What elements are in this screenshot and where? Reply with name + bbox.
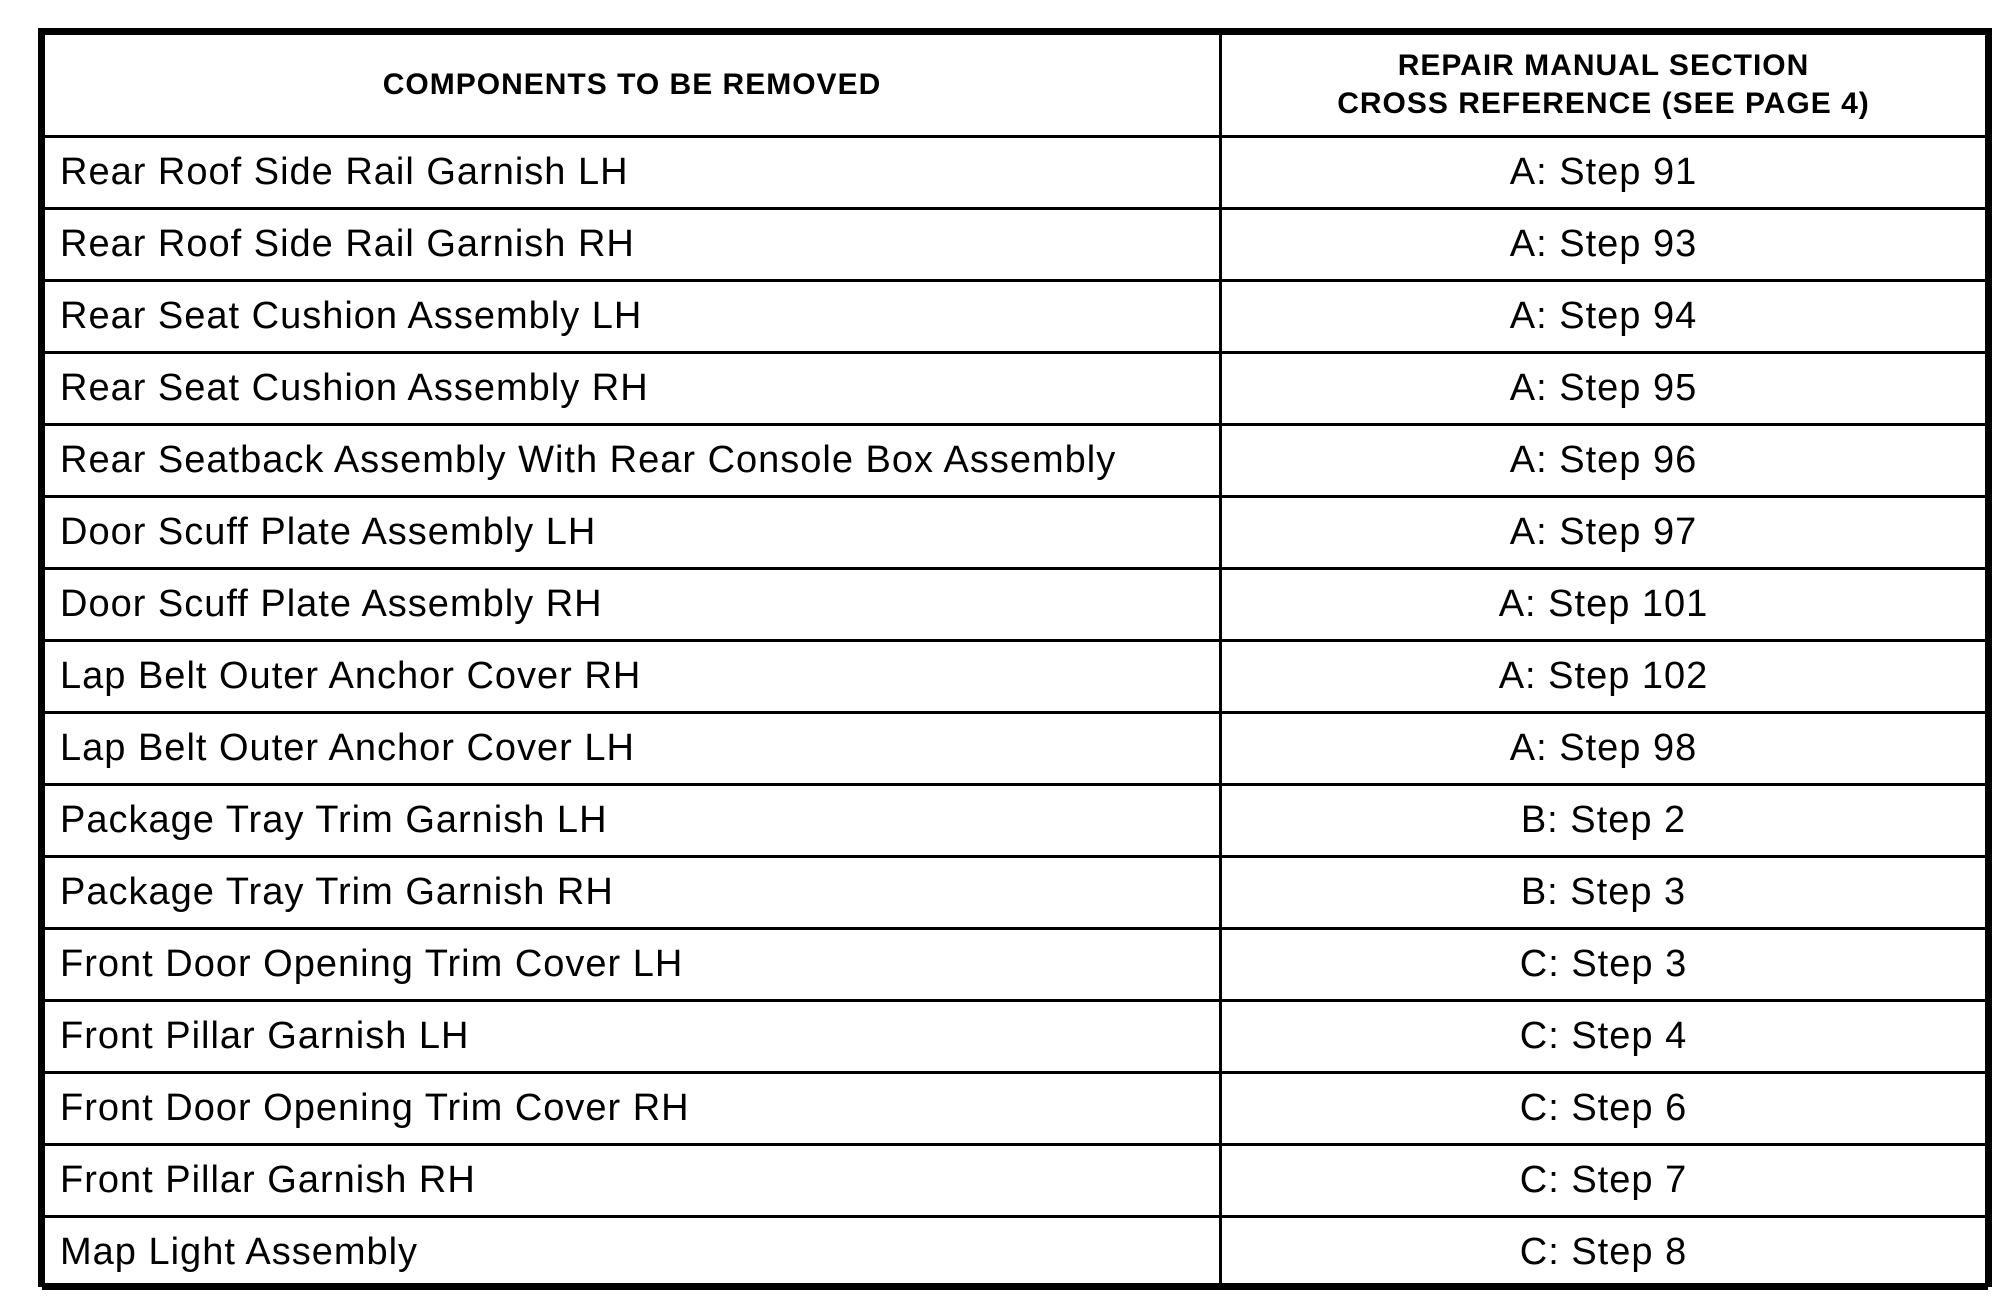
reference-cell: C: Step 3 [1221,929,1987,1001]
component-cell: Rear Seatback Assembly With Rear Console Box Assembly [44,425,1221,497]
component-cell: Package Tray Trim Garnish LH [44,785,1221,857]
reference-cell: A: Step 91 [1221,137,1987,209]
table-row [44,1145,1987,1217]
reference-cell: C: Step 4 [1221,1001,1987,1073]
component-cell: Front Door Opening Trim Cover LH [44,929,1221,1001]
reference-cell: A: Step 96 [1221,425,1987,497]
table-row [44,1073,1987,1145]
components-table [38,28,1992,1287]
reference-cell: A: Step 94 [1221,281,1987,353]
reference-cell: C: Step 8 [1221,1217,1987,1289]
reference-cell: A: Step 101 [1221,569,1987,641]
header-components [44,34,1221,137]
table-row [44,785,1987,857]
table-row [44,353,1987,425]
component-cell: Front Pillar Garnish RH [44,1145,1221,1217]
reference-cell: A: Step 102 [1221,641,1987,713]
reference-cell: A: Step 97 [1221,497,1987,569]
component-cell: Door Scuff Plate Assembly RH [44,569,1221,641]
component-cell: Door Scuff Plate Assembly LH [44,497,1221,569]
table-row [44,281,1987,353]
table-row [44,497,1987,569]
header-reference-line2: CROSS REFERENCE (SEE PAGE 4) [1337,87,1870,120]
table-row [44,1217,1987,1289]
component-cell: Rear Roof Side Rail Garnish LH [44,137,1221,209]
header-reference-line1: REPAIR MANUAL SECTION [1397,49,1810,82]
component-cell: Lap Belt Outer Anchor Cover RH [44,641,1221,713]
table-row [44,425,1987,497]
reference-cell: A: Step 93 [1221,209,1987,281]
header-components-label: COMPONENTS TO BE REMOVED [382,68,882,101]
reference-cell: B: Step 2 [1221,785,1987,857]
table-row [44,929,1987,1001]
table-row [44,641,1987,713]
table-header-row [44,34,1987,137]
component-cell: Front Door Opening Trim Cover RH [44,1073,1221,1145]
component-cell: Lap Belt Outer Anchor Cover LH [44,713,1221,785]
reference-cell: B: Step 3 [1221,857,1987,929]
component-cell: Map Light Assembly [44,1217,1221,1289]
component-cell: Rear Roof Side Rail Garnish RH [44,209,1221,281]
header-repair-manual-reference [1221,34,1987,137]
table-row [44,1001,1987,1073]
reference-cell: C: Step 6 [1221,1073,1987,1145]
table-row [44,713,1987,785]
table-row [44,137,1987,209]
component-cell: Front Pillar Garnish LH [44,1001,1221,1073]
table-row [44,857,1987,929]
reference-cell: C: Step 7 [1221,1145,1987,1217]
reference-cell: A: Step 98 [1221,713,1987,785]
component-cell: Package Tray Trim Garnish RH [44,857,1221,929]
reference-cell: A: Step 95 [1221,353,1987,425]
table-row [44,209,1987,281]
component-cell: Rear Seat Cushion Assembly RH [44,353,1221,425]
table-row [44,569,1987,641]
component-cell: Rear Seat Cushion Assembly LH [44,281,1221,353]
